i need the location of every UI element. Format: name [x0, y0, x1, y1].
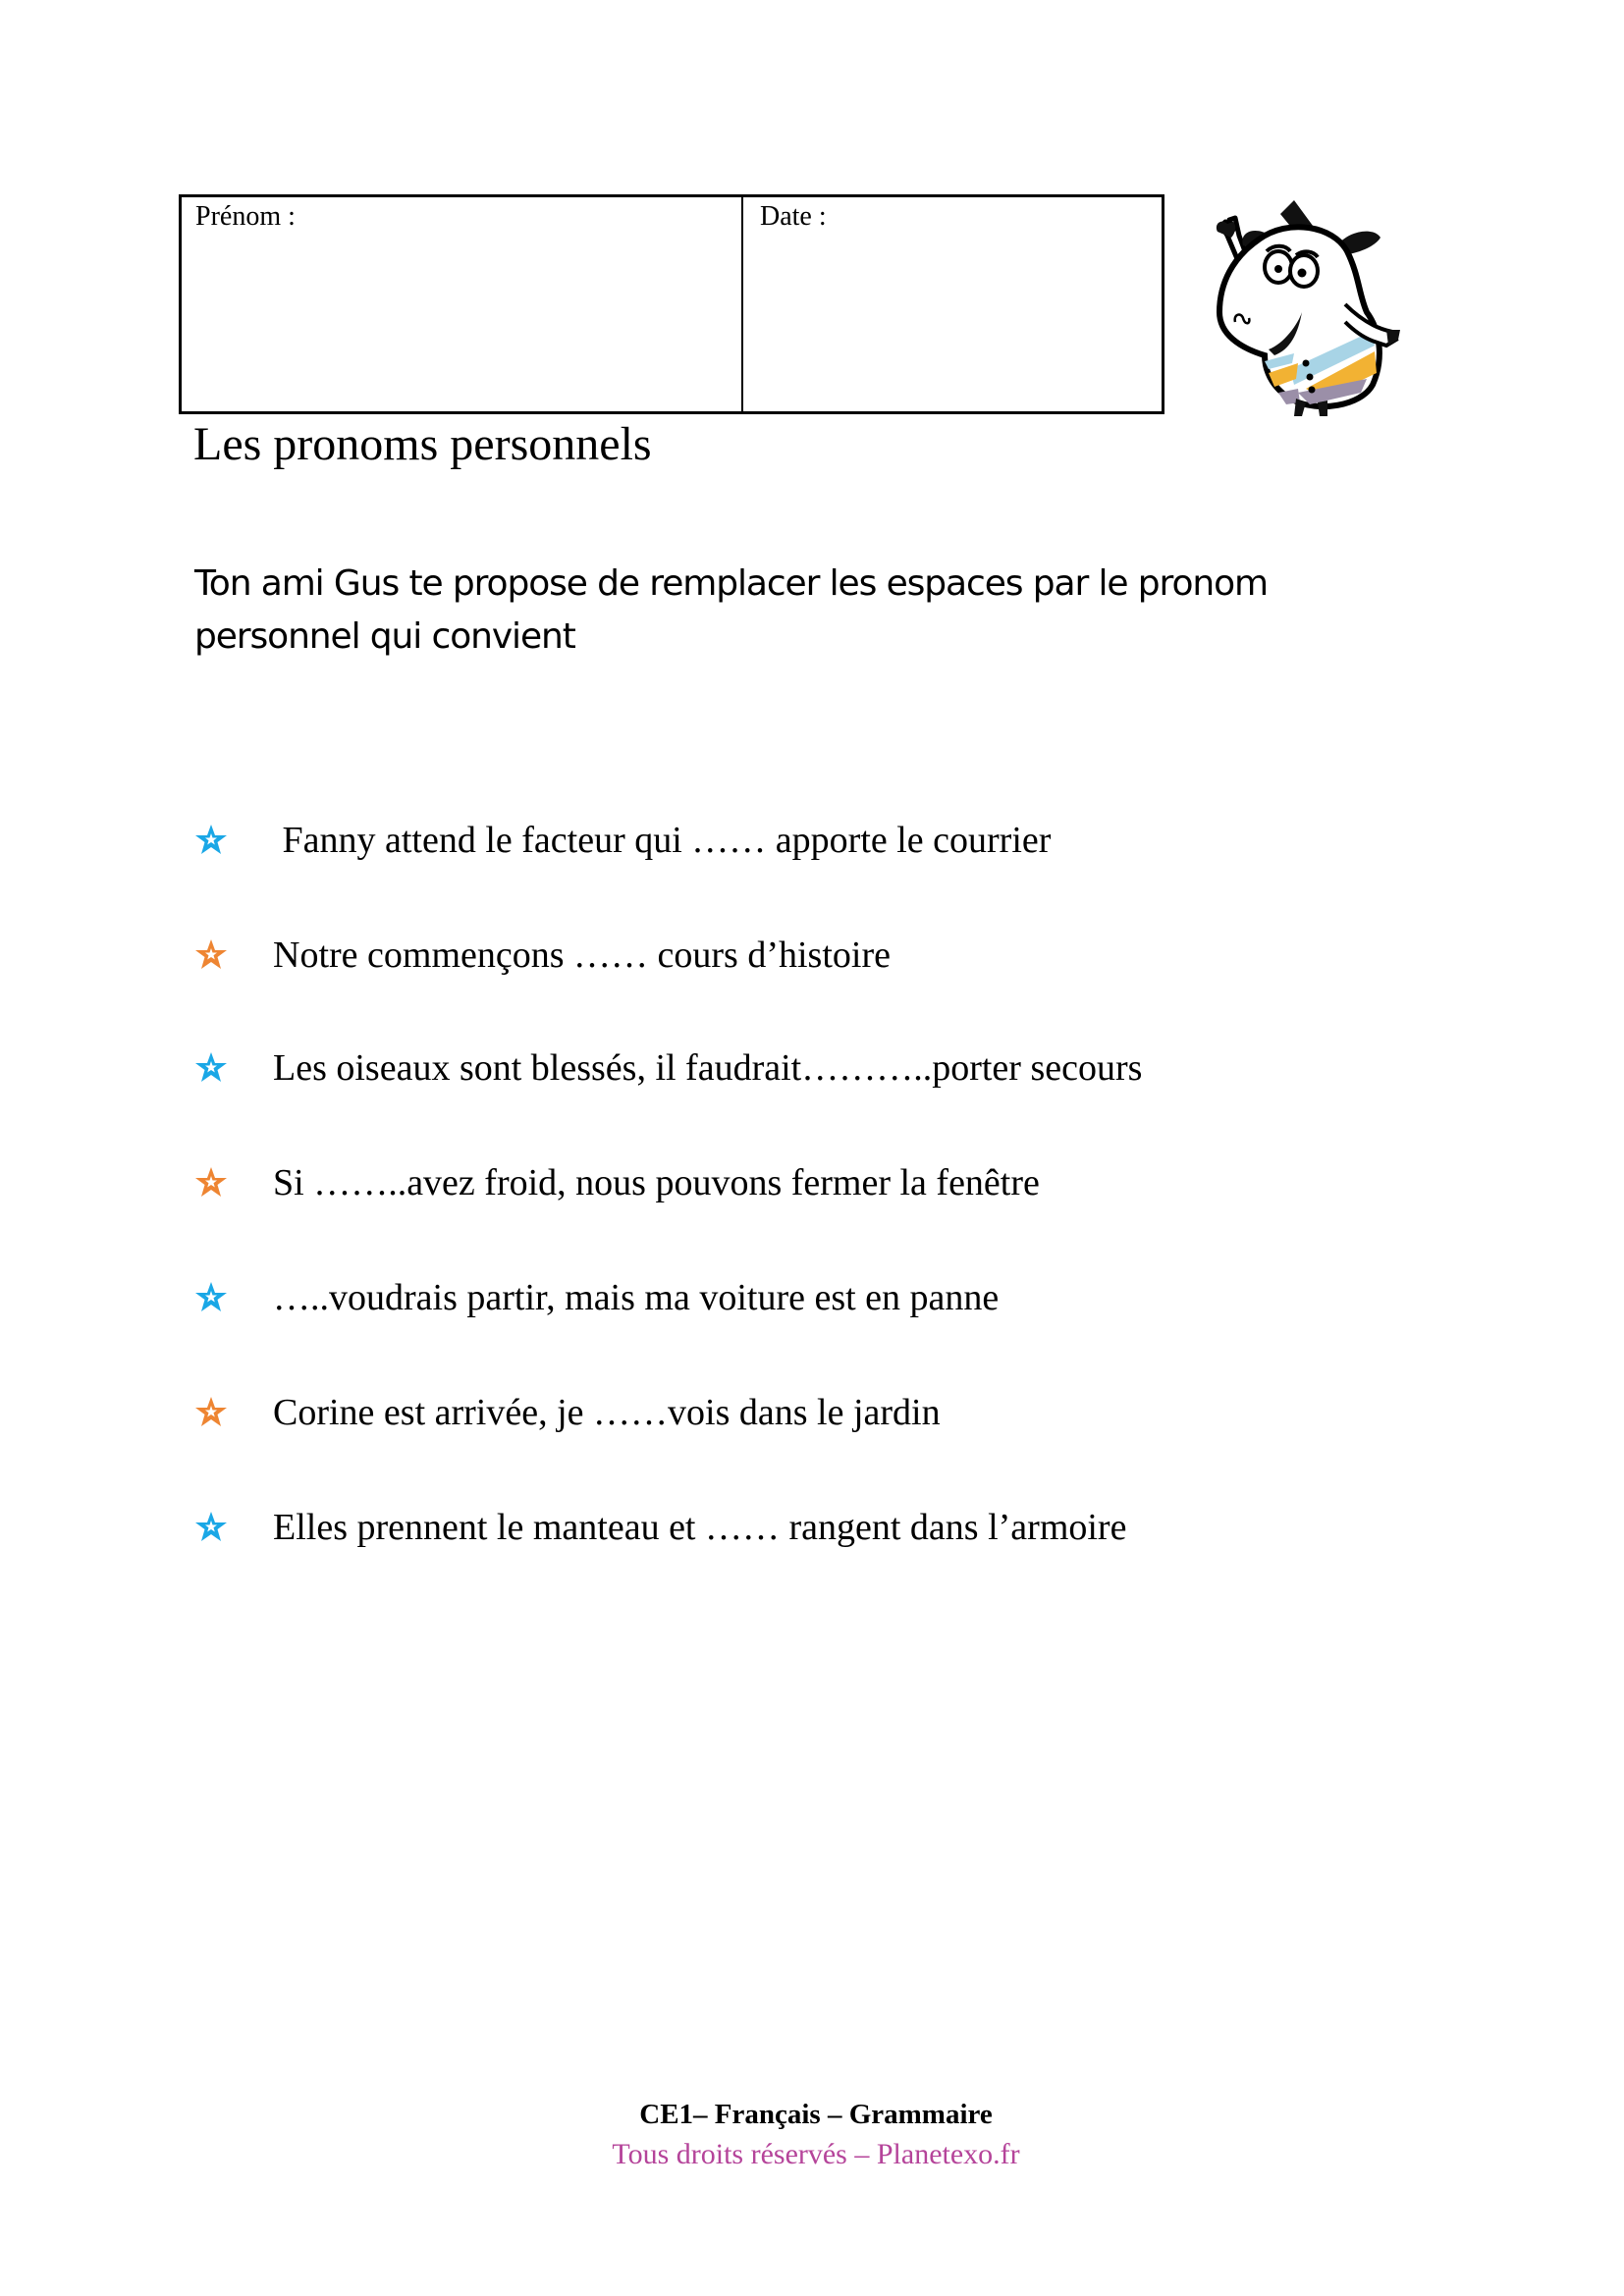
footer-credit: Tous droits réservés – Planetexo.fr	[612, 2138, 1020, 2170]
exercise-sentence[interactable]: Fanny attend le facteur qui …… apporte le courrier	[273, 820, 1052, 861]
date-field[interactable]	[756, 240, 1154, 407]
star-bullet-icon	[194, 1051, 228, 1083]
star-bullet-icon	[194, 1511, 228, 1542]
exercise-sentence[interactable]: Notre commençons …… cours d’histoire	[273, 934, 891, 976]
date-label: Date :	[760, 201, 827, 232]
star-bullet-icon	[194, 1396, 228, 1427]
exercise-sentence[interactable]: Corine est arrivée, je ……vois dans le jardin	[273, 1392, 941, 1433]
prenom-field[interactable]	[191, 240, 731, 407]
exercise-sentence[interactable]: Elles prennent le manteau et …… rangent dans l’armoire	[273, 1507, 1127, 1548]
footer-subject: CE1– Français – Grammaire	[639, 2099, 993, 2130]
star-bullet-icon	[194, 938, 228, 970]
page-title: Les pronoms personnels	[193, 418, 652, 470]
student-info-box	[179, 194, 1164, 414]
box-divider	[741, 197, 743, 411]
star-bullet-icon	[194, 1166, 228, 1198]
gus-mascot-icon	[1200, 196, 1406, 417]
exercise-sentence[interactable]: …..voudrais partir, mais ma voiture est en panne	[273, 1277, 1000, 1318]
exercise-sentence[interactable]: Si ……..avez froid, nous pouvons fermer la fenêtre	[273, 1162, 1040, 1203]
prenom-label: Prénom :	[195, 201, 296, 232]
star-bullet-icon	[194, 1281, 228, 1312]
star-bullet-icon	[194, 824, 228, 855]
exercise-sentence[interactable]: Les oiseaux sont blessés, il faudrait………..porter secours	[273, 1047, 1143, 1089]
instruction-text: Ton ami Gus te propose de remplacer les espaces par le pronom personnel qui convient	[194, 563, 1268, 657]
